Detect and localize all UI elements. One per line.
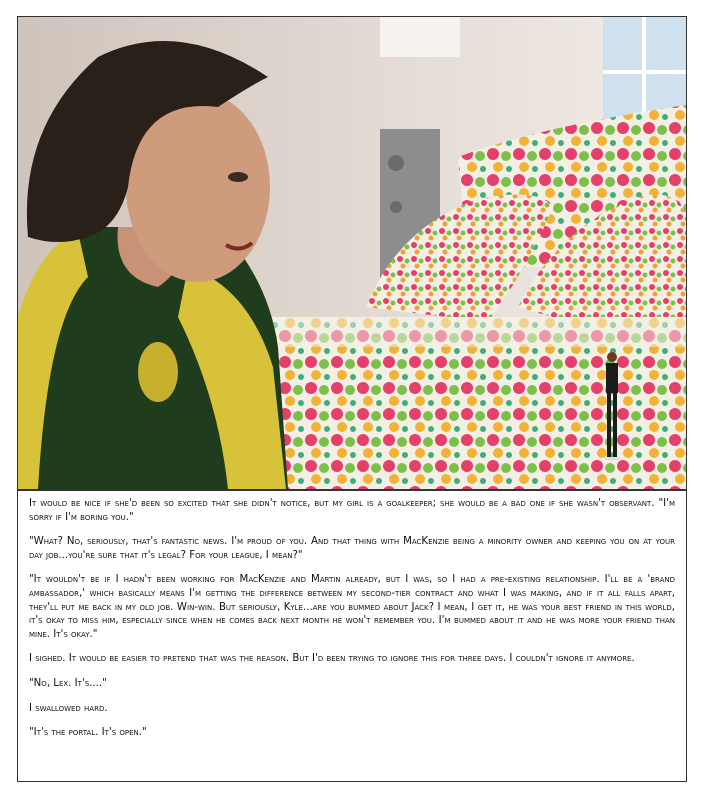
scene-illustration	[18, 17, 686, 489]
caption-paragraph: I swallowed hard.	[29, 702, 108, 714]
caption-paragraph: "No, Lex. It's...."	[29, 677, 107, 689]
caption-paragraph: It would be nice if she'd been so excited that she didn't notice, but my girl is a goalkeeper; she would be a bad one if she wasn't observant. "I'm sorry if I'm boring you."	[29, 498, 675, 523]
narration-caption	[17, 490, 687, 782]
caption-paragraph: I sighed. It would be easier to pretend that was the reason. But I'd been trying to ignore this for three days. I couldn't ignore it anymore.	[29, 653, 635, 665]
caption-paragraph: "It's the portal. It's open."	[29, 727, 147, 739]
caption-paragraph: "What? No, seriously, that's fantastic news. I'm proud of you. And that thing with MacKenzie being a minority owner and keeping you on at your day job...you're sure that it's legal? For your league, I mean?"	[29, 536, 675, 561]
caption-paragraph: "It wouldn't be if I hadn't been working for MacKenzie and Martin already, but I was, so I had a pre-existing relationship. I'll be a 'brand ambassador,' which basically means I'm getting the difference between my second-tier contract and what I was making, and if it all falls apart, they'll put me back in my old job. Win-win. But seriously, Kyle...are you bummed about Jack? I mean, I get it, he was your best friend in this world, it's okay to miss him, especially since when he comes back next month he won't remember you. I'm bummed about it and he was more your friend than mine. It's okay."	[29, 574, 675, 640]
comic-panel	[17, 16, 687, 490]
badge	[138, 342, 178, 402]
